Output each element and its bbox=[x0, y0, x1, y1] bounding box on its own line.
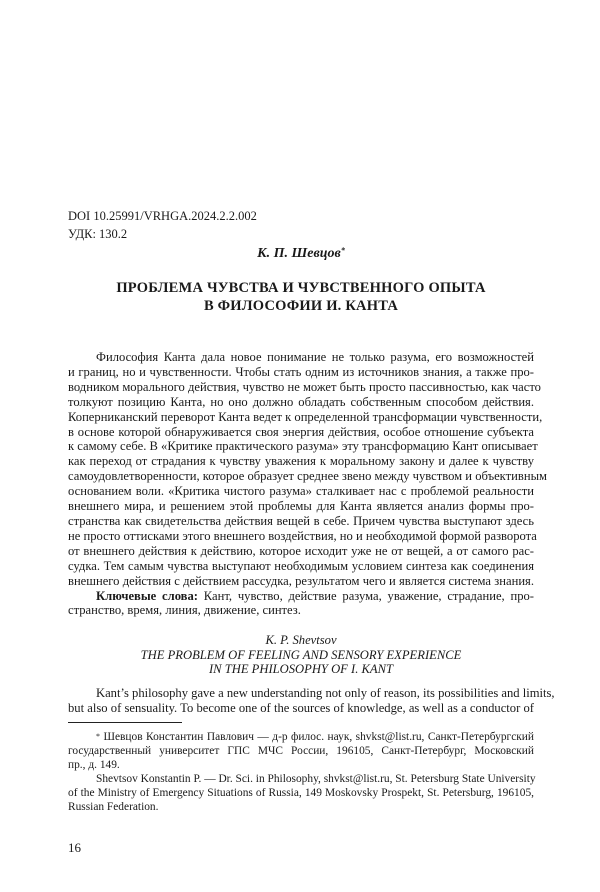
keywords-line: странство, время, линия, движение, синтез. bbox=[68, 603, 534, 618]
english-title-line: THE PROBLEM OF FEELING AND SENSORY EXPERIENCE bbox=[68, 648, 534, 663]
abstract-line: странства как свидетельства действия вещей в себе. Причем чувства выступают здесь bbox=[68, 514, 534, 529]
abstract-line: как переход от страдания к чувству уважения к моральному закону и далее к чувству bbox=[68, 454, 534, 469]
keywords-text: Кант, чувство, действие разума, уважение, страдание, про- bbox=[204, 589, 534, 603]
footnote-divider bbox=[68, 722, 182, 723]
abstract-line: самоудовлетворенности, которое образует среднее звено между чувством и объективным bbox=[68, 469, 534, 484]
udk: УДК: 130.2 bbox=[68, 225, 534, 243]
english-line: Kant’s philosophy gave a new understanding not only of reason, its possibilities and limits, bbox=[68, 686, 534, 701]
abstract-line: к самому себе. В «Критике практического разума» эту трансформацию Кант описывает bbox=[68, 439, 534, 454]
footnote-text: Шевцов Константин Павлович — д-р филос. наук, shvkst@list.ru, Санкт-Петербургский bbox=[103, 731, 534, 743]
abstract-line: не просто оттисками этого внешнего воздействия, но и необходимой формой разворота bbox=[68, 529, 534, 544]
abstract-line: внешнего мира, и решением этой проблемы для Канта является анализ формы про- bbox=[68, 499, 534, 514]
footnote-line: Russian Federation. bbox=[68, 800, 534, 814]
footnote-line: государственный университет ГПС МЧС России, 196105, Санкт-Петербург, Московский bbox=[68, 744, 534, 758]
title-line: В ФИЛОСОФИИ И. КАНТА bbox=[68, 297, 534, 315]
title-line: ПРОБЛЕМА ЧУВСТВА И ЧУВСТВЕННОГО ОПЫТА bbox=[68, 279, 534, 297]
footnote-mark: * bbox=[96, 732, 100, 741]
footnote-line: Shevtsov Konstantin P. — Dr. Sci. in Philosophy, shvkst@list.ru, St. Petersburg State University bbox=[68, 772, 534, 786]
footnote-line bbox=[68, 730, 534, 744]
abstract-line: и границ, но и чувственности. Чтобы стать одним из источников знания, а также про- bbox=[68, 365, 534, 380]
abstract-line: Философия Канта дала новое понимание не только разума, его возможностей bbox=[68, 350, 534, 365]
abstract-line: основанием воли. «Критика чистого разума» сталкивает нас с проблемой реальности bbox=[68, 484, 534, 499]
abstract bbox=[68, 350, 534, 618]
abstract-line: от внешнего действия к действию, которое исходит уже не от вещей, а от самого рас- bbox=[68, 544, 534, 559]
english-heading bbox=[68, 633, 534, 677]
abstract-line: толкуют позицию Канта, но оно должно обладать собственным способом действия. bbox=[68, 395, 534, 410]
abstract-line: внешнего действия с действием рассудка, результатом чего и является система знания. bbox=[68, 574, 534, 589]
footnote bbox=[68, 730, 534, 814]
page-number: 16 bbox=[68, 840, 81, 856]
abstract-line: судка. Тем самым чувства выступают необходимым условием синтеза как соединения bbox=[68, 559, 534, 574]
footnote-mark: * bbox=[341, 246, 345, 255]
english-abstract bbox=[68, 686, 534, 716]
author-text: К. П. Шевцов bbox=[257, 246, 341, 261]
keywords-line bbox=[68, 589, 534, 604]
doi: DOI 10.25991/VRHGA.2024.2.2.002 bbox=[68, 207, 534, 225]
keywords-label: Ключевые слова: bbox=[96, 589, 198, 603]
footnote-line: пр., д. 149. bbox=[68, 758, 534, 772]
english-title-line: IN THE PHILOSOPHY OF I. KANT bbox=[68, 662, 534, 677]
abstract-line: в основе которой обнаруживается своя энергия действия, особое отношение субъекта bbox=[68, 425, 534, 440]
footnote-line: of the Ministry of Emergency Situations of Russia, 149 Moskovsky Prospekt, St. Petersburg, 196105, bbox=[68, 786, 534, 800]
english-author: K. P. Shevtsov bbox=[68, 633, 534, 648]
english-line: but also of sensuality. To become one of the sources of knowledge, as well as a conductor of bbox=[68, 701, 534, 716]
author-name bbox=[68, 246, 534, 262]
abstract-line: Коперниканский переворот Канта ведет к определенной трансформации чувственности, bbox=[68, 410, 534, 425]
article-title bbox=[68, 279, 534, 315]
abstract-line: водником морального действия, чувство не может быть просто пассивностью, как часто bbox=[68, 380, 534, 395]
